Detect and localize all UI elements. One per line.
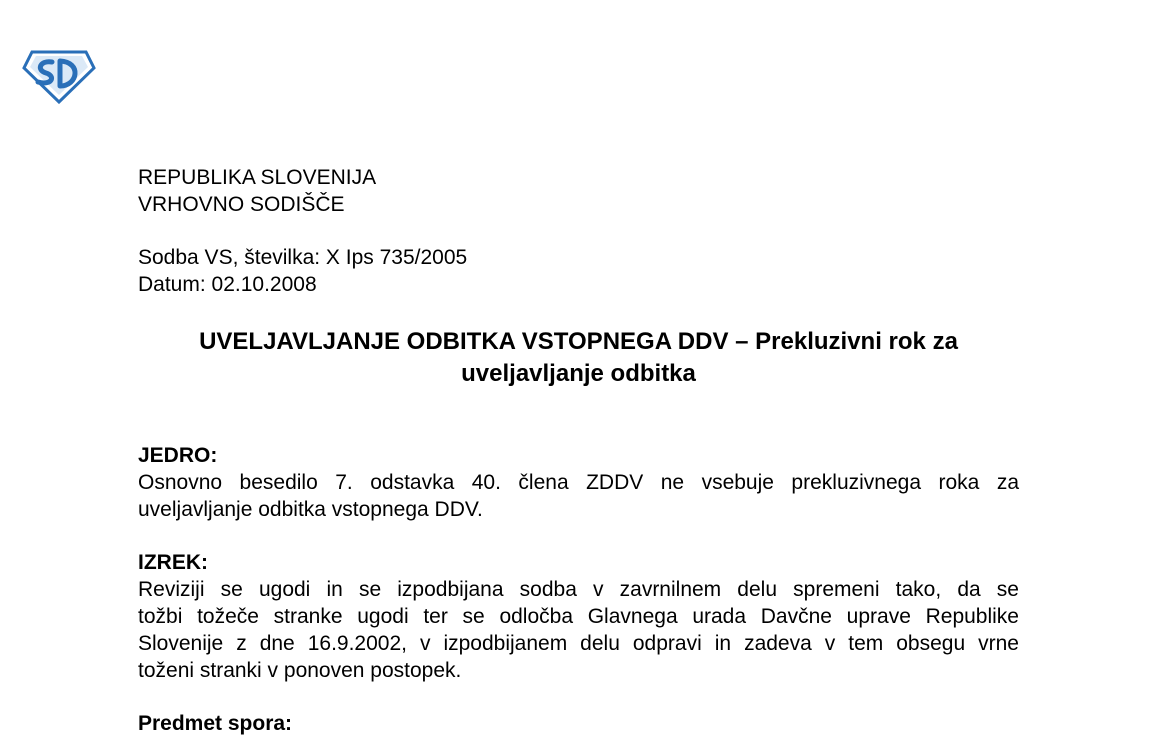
section-izrek [138,549,1019,684]
predmet-heading: Predmet spora: [138,712,293,735]
case-date: Datum: 02.10.2008 [138,273,317,296]
section-jedro [138,442,1019,523]
izrek-line-1: Reviziji se ugodi in se izpodbijana sodba v zavrnilnem delu spremeni tako, da se [138,578,1019,601]
title-line-1: UVELJAVLJANJE ODBITKA VSTOPNEGA DDV – Prekluzivni rok za [199,328,958,355]
jedro-line-2: uveljavljanje odbitka vstopnega DDV. [138,498,483,521]
case-number: Sodba VS, številka: X Ips 735/2005 [138,246,468,269]
izrek-heading: IZREK: [138,551,208,574]
document-body [138,164,1019,737]
sd-diamond-logo-icon [22,48,96,104]
header-court: VRHOVNO SODIŠČE [138,193,345,216]
izrek-line-3: Slovenije z dne 16.9.2002, v izpodbijanem delu odpravi in zadeva v tem obsegu vrne [138,632,1019,655]
title-line-2: uveljavljanje odbitka [461,360,696,387]
court-logo [22,48,96,104]
jedro-heading: JEDRO: [138,444,218,467]
document-title [138,326,1019,390]
header-country: REPUBLIKA SLOVENIJA [138,166,377,189]
jedro-line-1: Osnovno besedilo 7. odstavka 40. člena ZDDV ne vsebuje prekluzivnega roka za [138,471,1019,494]
izrek-line-2: tožbi tožeče stranke ugodi ter se odločba Glavnega urada Davčne uprave Republike [138,605,1019,628]
izrek-line-4: toženi stranki v ponoven postopek. [138,659,462,682]
section-predmet-spora [138,710,1019,737]
